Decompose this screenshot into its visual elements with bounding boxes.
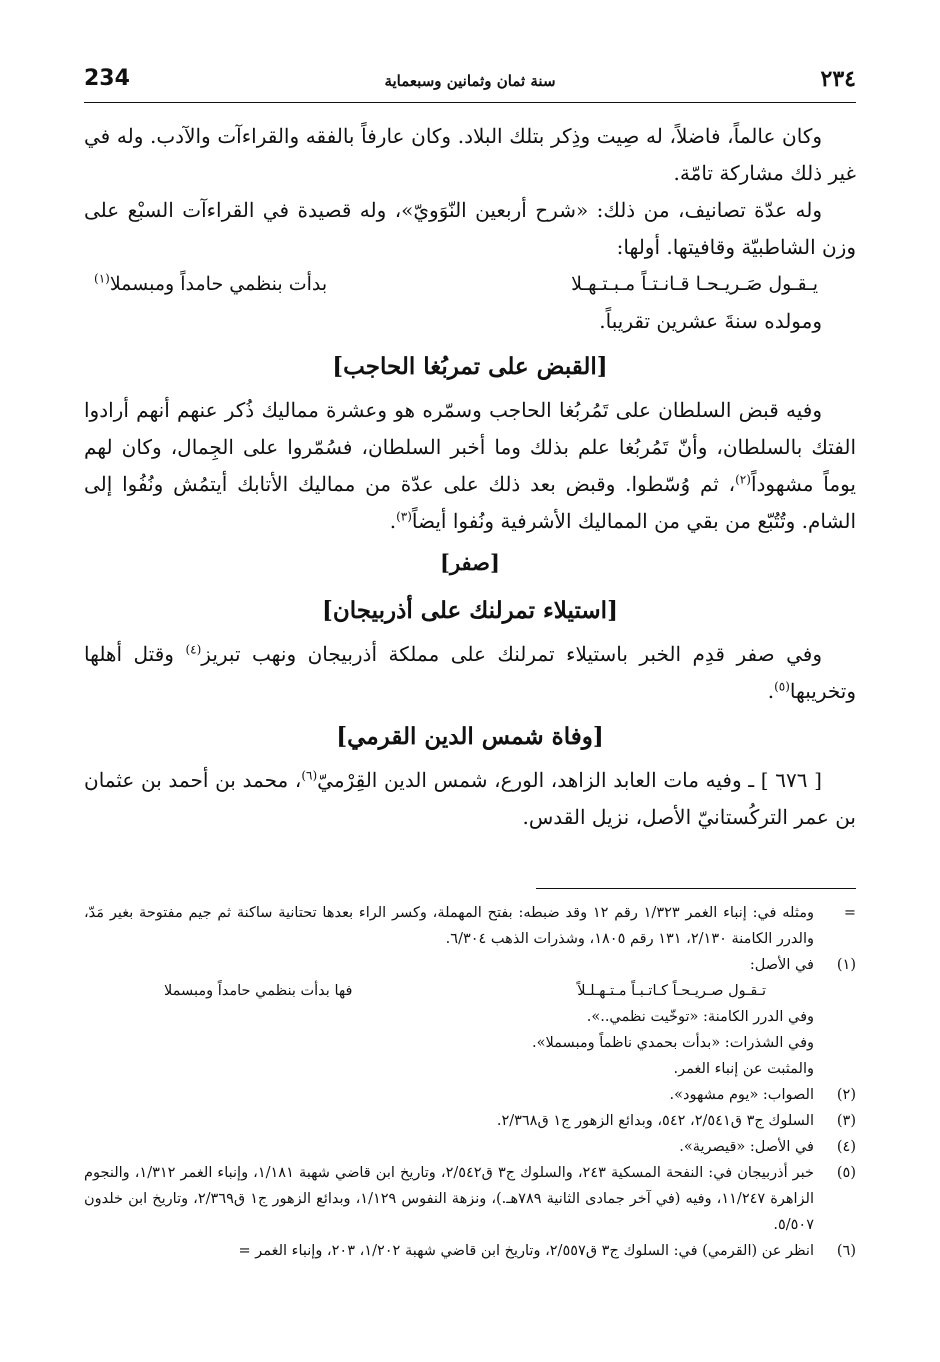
footnote-3: (٣) السلوك ج٣ ق٢/٥٤١، ٥٤٢، وبدائع الزهور ج١ ق٢/٣٦٨. (496, 1113, 856, 1129)
footnote-ref: (٢) (735, 472, 751, 487)
month-heading: [صفر] (440, 550, 500, 575)
paragraph: وفيه قبض السلطان على تَمُربُغا الحاجب وسمّره هو وعشرة مماليك ذُكر عنهم أنهم أرادوا الفتك بالسلطان، وأنّ تَمُربُغا علم بذلك وما أخبر السلطان، فسُمّروا على الجِمال، وكان لهم يوماً مشهوداً$^{(٢)}$، ثم وُسّطوا. وقبض بعد ذلك على عدّة من مماليك الأتابك أيتمُش ونُفُوا إلى الشام. وتُتُبّع من بقي من المماليك الأشرفية ونُفوا أيضاً$^{(٣)}$. (84, 398, 856, 533)
main-text (84, 118, 856, 836)
header-rule (84, 102, 856, 103)
verse-hemistich-second: بدأت بنظمي حامداً ومبسملا$^{(١)}$ (94, 271, 328, 295)
footnote-2: (٢) الصواب: «يوم مشهود». (669, 1087, 856, 1103)
section-heading: [وفاة شمس الدين القرمي] (336, 723, 604, 750)
section-heading: [استيلاء تمرلنك على أذربيجان] (322, 597, 618, 624)
footnote-5: (٥) خبر أذربيجان في: النفحة المسكية ٢٤٣، والسلوك ج٣ ق٢/٥٤٢، وتاريخ ابن قاضي شهبة ١/١٨١، وإنباء الغمر ١/٣١٢، والنجوم الزاهرة ١١/٢٤٧، وفيه (في آخر جمادى الثانية ٧٨٩هـ.)، ونزهة النفوس ١/١٢٩، وبدائع الزهور ج١ ق٢/٣٦٩، وتاريخ ابن خلدون ٥/٥٠٧. (84, 1165, 856, 1233)
footnote-ref: (١) (94, 271, 110, 286)
section-heading: [القبض على تمربُغا الحاجب] (332, 353, 608, 380)
paragraph: وله عدّة تصانيف، من ذلك: «شرح أربعين النّوَويّ»، وله قصيدة في القراءآت السبْع على وزن الشاطبيّة وقافيتها. أولها: (84, 198, 856, 259)
page-number-latin: 234 (84, 66, 130, 91)
footnote-ref: (٥) (774, 679, 790, 694)
footnote-1-line: وفي الشذرات: «بدأت بحمدي ناظماً ومبسملا». (532, 1035, 814, 1051)
footnote-verse: تـقـول صـريـحـاً كـاتـبـاً مـتـهـلـلاً فها بدأت بنظمي حامداً ومبسملا (164, 983, 766, 999)
verse-hemistich-first: يـقـول صَـريـحـا قـانـتـاً مـبـتـهـلا (571, 273, 818, 295)
paragraph: [ ٦٧٦ ] ـ وفيه مات العابد الزاهد، الورع، شمس الدين القِرْميّ$^{(٦)}$، محمد بن أحمد بن عثمان بن عمر التركُستانيّ الأصل، نزيل القدس. (84, 768, 856, 829)
footnote-1-line: وفي الدرر الكامنة: «توخّيت نظمي..». (586, 1009, 814, 1025)
footnote-1: (١) في الأصل: (749, 957, 856, 973)
paragraph: ومولده سنةَ عشرين تقريباً. (599, 309, 822, 333)
footnote-rule (536, 888, 856, 889)
footnote-ref: (٤) (185, 642, 202, 657)
page-number-arabic: ٢٣٤ (820, 66, 856, 92)
footnote-4: (٤) في الأصل: «قيصرية». (679, 1139, 856, 1155)
paragraph: وكان عالماً، فاضلاً، له صِيت وذِكر بتلك البلاد. وكان عارفاً بالفقه والقراءآت والآدب. وله في غير ذلك مشاركة تامّة. (84, 124, 856, 185)
footnote-1-line: والمثبت عن إنباء الغمر. (673, 1061, 814, 1077)
footnote-ref: (٦) (301, 768, 318, 783)
paragraph: وفي صفر قدِم الخبر باستيلاء تمرلنك على مملكة أذربيجان ونهب تبريز$^{(٤)}$ وقتل أهلها وتخريبها$^{(٥)}$. (84, 642, 856, 703)
page-header (84, 66, 856, 100)
footnote-continuation: = ومثله في: إنباء الغمر ١/٣٢٣ رقم ١٢ وقد ضبطه: بفتح المهملة، وكسر الراء بعدها تحتانية ساكنة ثم جيم مفتوحة بغير مَدّ، والدرر الكامنة ٢/١٣٠، ١٣١ رقم ١٨٠٥، وشذرات الذهب ٦/٣٠٤. (84, 905, 856, 947)
footnotes (84, 900, 856, 1264)
running-title: سنة ثمان وثمانين وسبعماية (384, 72, 556, 90)
footnote-ref: (٣) (396, 509, 412, 524)
verse-line (84, 266, 856, 303)
footnote-6: (٦) انظر عن (القرمي) في: السلوك ج٣ ق٢/٥٥٧، وتاريخ ابن قاضي شهبة ١/٢٠٢، ٢٠٣، وإنباء الغمر = (238, 1243, 856, 1259)
